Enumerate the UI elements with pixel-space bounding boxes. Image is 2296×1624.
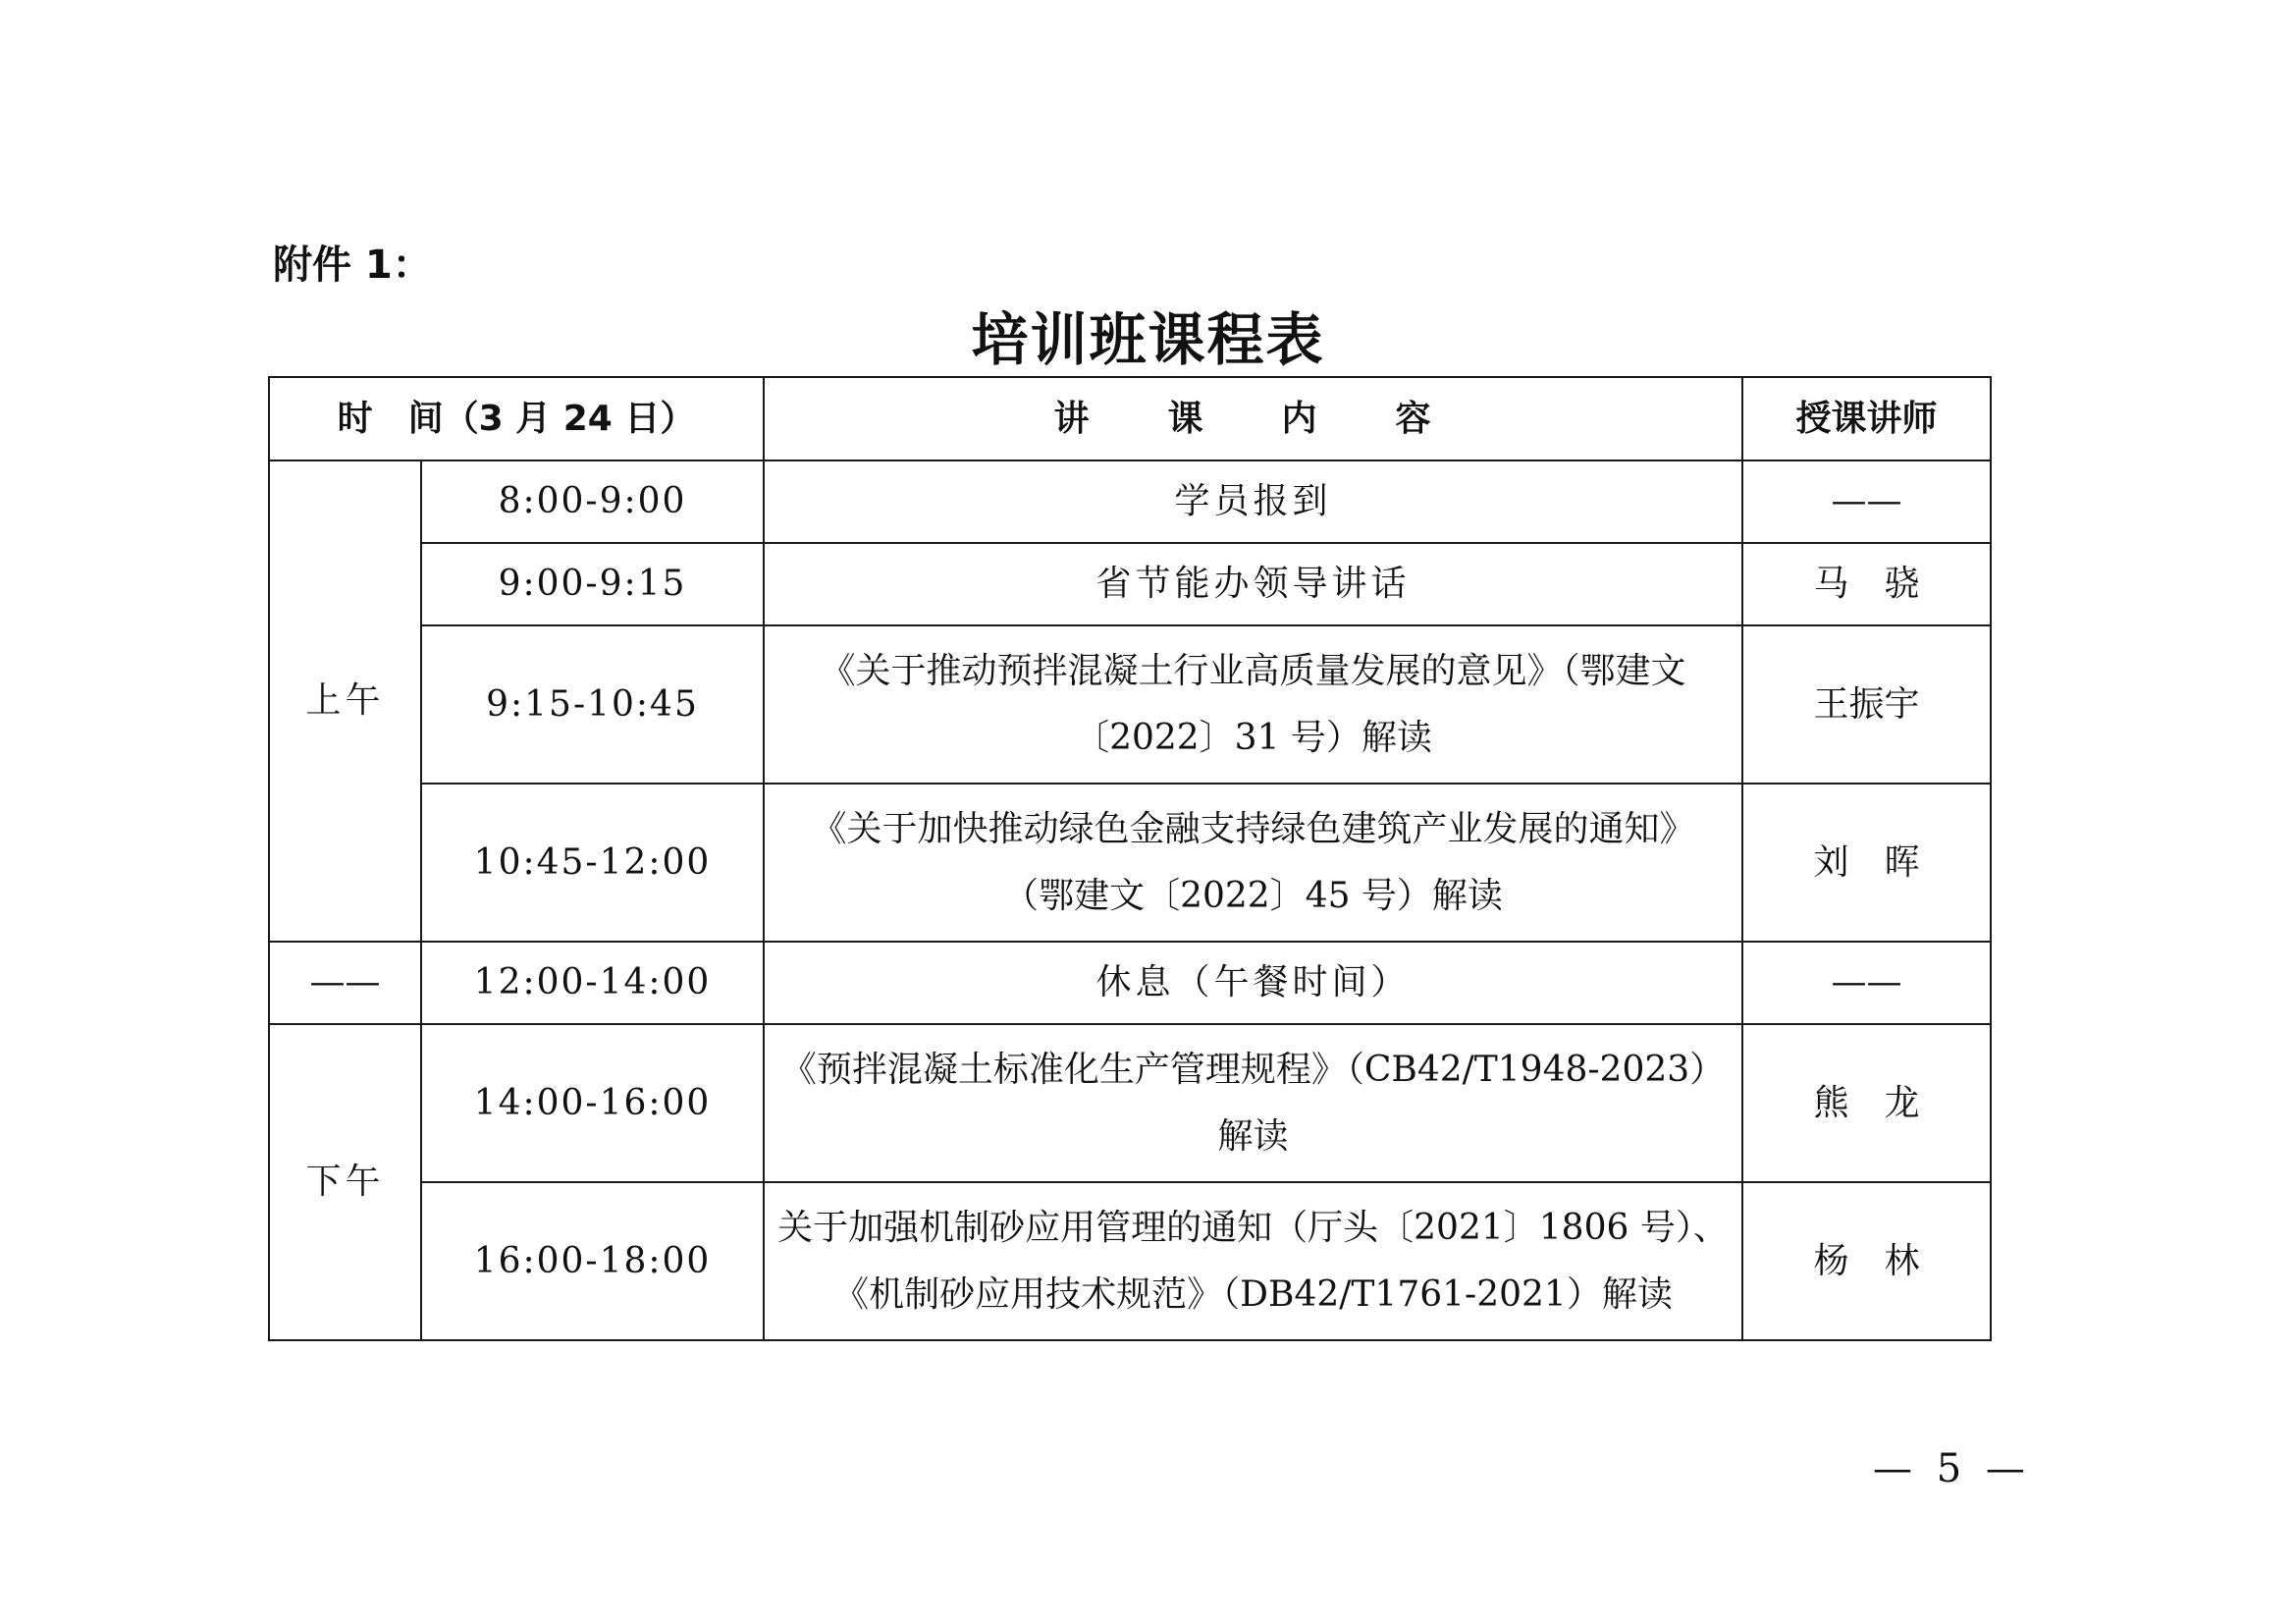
time-cell: 10:45-12:00 <box>421 784 764 942</box>
schedule-table <box>268 376 1992 1341</box>
table-row <box>269 1024 1991 1182</box>
time-cell: 9:15-10:45 <box>421 625 764 784</box>
content-cell: 休息（午餐时间） <box>764 942 1742 1024</box>
session-afternoon: 下午 <box>269 1024 421 1340</box>
content-line: 《预拌混凝土标准化生产管理规程》（CB42/T1948-2023） <box>780 1049 1726 1090</box>
table-row <box>269 784 1991 942</box>
content-line: 《机制砂应用技术规范》（DB42/T1761-2021）解读 <box>833 1273 1673 1315</box>
lecturer-cell: 刘 晖 <box>1742 784 1991 942</box>
content-cell <box>764 1024 1742 1182</box>
lecturer-cell: —— <box>1742 942 1991 1024</box>
content-cell <box>764 1182 1742 1340</box>
page-number: — 5 — <box>1873 1446 2031 1491</box>
page-title: 培训班课程表 <box>971 306 1325 373</box>
table-row <box>269 1182 1991 1340</box>
lecturer-cell: 王振宇 <box>1742 625 1991 784</box>
content-cell: 省节能办领导讲话 <box>764 543 1742 625</box>
lecturer-cell: 杨 林 <box>1742 1182 1991 1340</box>
header-time: 时 间（3 月 24 日） <box>269 377 764 460</box>
header-lecturer: 授课讲师 <box>1742 377 1991 460</box>
content-line: 〔2022〕31 号）解读 <box>1074 717 1432 758</box>
table-header-row <box>269 377 1991 460</box>
content-line: （鄂建文〔2022〕45 号）解读 <box>1003 875 1503 916</box>
time-cell: 9:00-9:15 <box>421 543 764 625</box>
content-cell: 学员报到 <box>764 460 1742 543</box>
content-line: 关于加强机制砂应用管理的通知（厅头〔2021〕1806 号）、 <box>777 1207 1729 1248</box>
content-line: 解读 <box>1217 1115 1289 1157</box>
lecturer-cell: 熊 龙 <box>1742 1024 1991 1182</box>
table-row <box>269 460 1991 543</box>
table-row <box>269 543 1991 625</box>
content-line: 《关于推动预拌混凝土行业高质量发展的意见》（鄂建文 <box>820 650 1686 691</box>
lecturer-cell: 马 骁 <box>1742 543 1991 625</box>
content-cell <box>764 625 1742 784</box>
table-row <box>269 625 1991 784</box>
time-cell: 8:00-9:00 <box>421 460 764 543</box>
lecturer-cell: —— <box>1742 460 1991 543</box>
session-morning: 上午 <box>269 460 421 942</box>
time-cell: 14:00-16:00 <box>421 1024 764 1182</box>
content-line: 《关于加快推动绿色金融支持绿色建筑产业发展的通知》 <box>811 808 1695 849</box>
attachment-label: 附件 1： <box>273 243 432 288</box>
content-cell <box>764 784 1742 942</box>
header-content: 讲 课 内 容 <box>764 377 1742 460</box>
session-break: —— <box>269 942 421 1024</box>
table-row <box>269 942 1991 1024</box>
time-cell: 12:00-14:00 <box>421 942 764 1024</box>
time-cell: 16:00-18:00 <box>421 1182 764 1340</box>
